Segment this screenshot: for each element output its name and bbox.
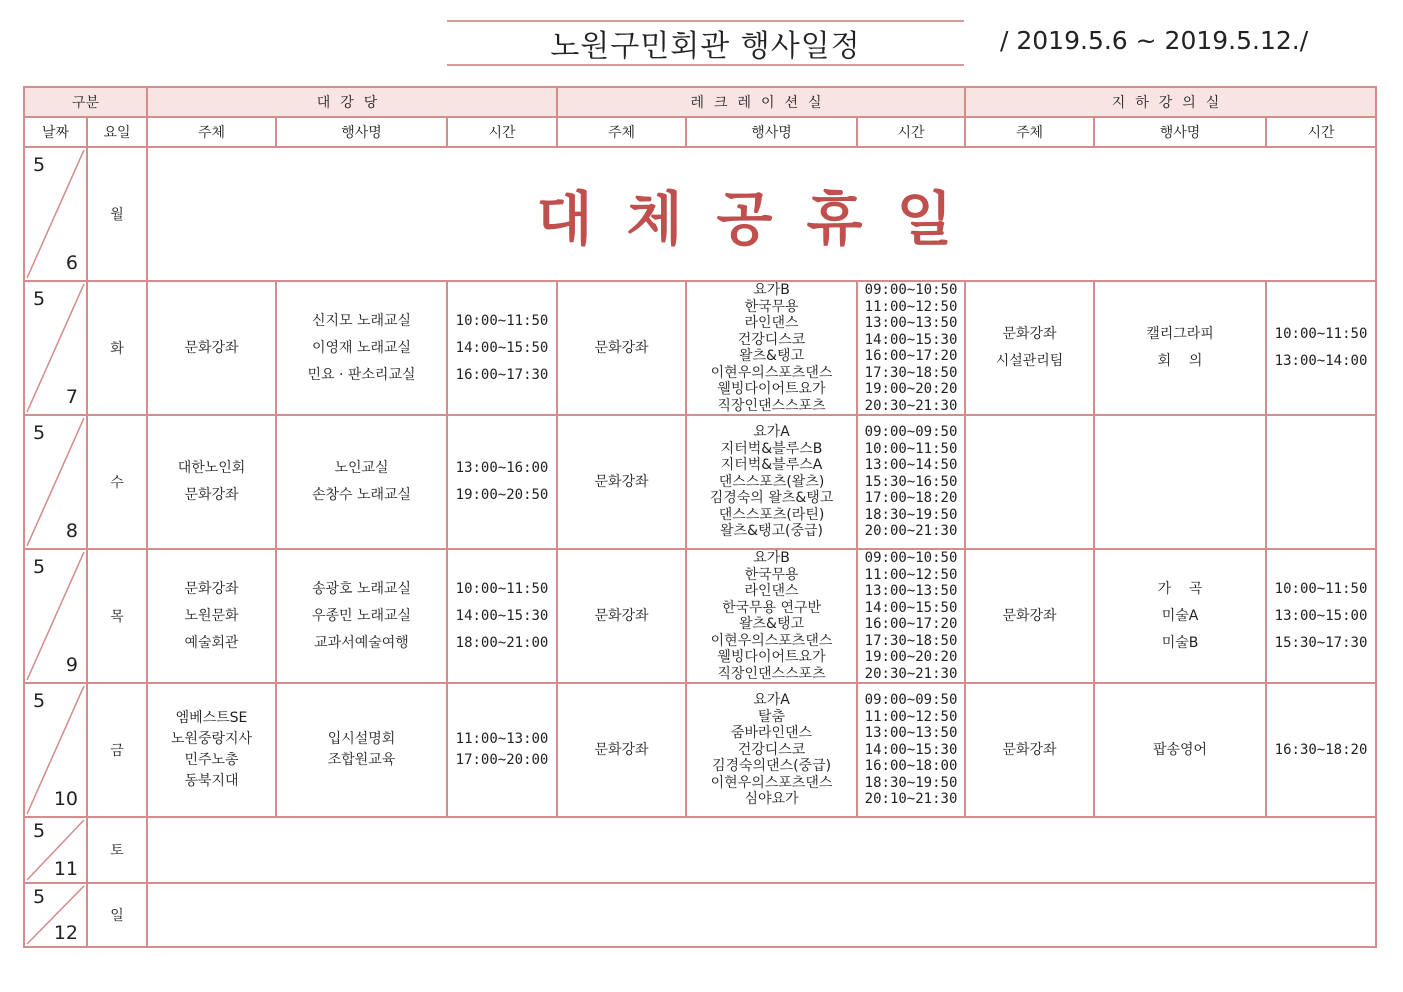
- header-subject: 주체: [557, 117, 686, 147]
- hall1-times: 13:00~16:00 19:00~20:50: [447, 415, 557, 549]
- header-subject: 주체: [147, 117, 276, 147]
- hall3-times: 10:00~11:50 13:00~15:00 15:30~17:30: [1266, 549, 1376, 683]
- hall2-times: 09:00~09:50 11:00~12:50 13:00~13:50 14:00~15:30 16:00~18:00 18:30~19:50 20:10~21:30: [857, 683, 965, 817]
- hall1-subject: 문화강좌 노원문화 예술회관: [147, 549, 276, 683]
- hall3-subject: 문화강좌 시설관리팀: [965, 281, 1094, 415]
- weekday-cell: 토: [87, 817, 147, 883]
- date-cell: 5 10: [24, 683, 87, 817]
- weekday-cell: 일: [87, 883, 147, 947]
- header-date: 날짜: [24, 117, 87, 147]
- hall3-subject: [965, 415, 1094, 549]
- header-row-1: [24, 87, 1376, 117]
- header-time: 시간: [447, 117, 557, 147]
- title-frame: [447, 20, 964, 66]
- hall1-events: 신지모 노래교실 이영재 노래교실 민요 · 판소리교실: [276, 281, 447, 415]
- hall2-subject: 문화강좌: [557, 281, 686, 415]
- hall2-times: 09:00~09:50 10:00~11:50 13:00~14:50 15:30~16:50 17:00~18:20 18:30~19:50 20:00~21:30: [857, 415, 965, 549]
- hall2-times: 09:00~10:50 11:00~12:50 13:00~13:50 14:00~15:30 16:00~17:20 17:30~18:50 19:00~20:20 20:30~21:30: [857, 281, 965, 415]
- header-row-2: [24, 117, 1376, 147]
- date-cell: 5 8: [24, 415, 87, 549]
- weekday-cell: 금: [87, 683, 147, 817]
- header-weekday: 요일: [87, 117, 147, 147]
- weekday-cell: 화: [87, 281, 147, 415]
- header-time: 시간: [1266, 117, 1376, 147]
- header-hall3: 지하강의실: [965, 87, 1376, 117]
- hall3-times: [1266, 415, 1376, 549]
- hall1-events: 송광호 노래교실 우종민 노래교실 교과서예술여행: [276, 549, 447, 683]
- hall3-times: 16:30~18:20: [1266, 683, 1376, 817]
- header-subject: 주체: [965, 117, 1094, 147]
- hall3-events: 팝송영어: [1094, 683, 1266, 817]
- hall2-subject: 문화강좌: [557, 549, 686, 683]
- hall2-subject: 문화강좌: [557, 683, 686, 817]
- date-cell: 5 11: [24, 817, 87, 883]
- table-row: [24, 817, 1376, 883]
- hall3-times: 10:00~11:50 13:00~14:00: [1266, 281, 1376, 415]
- hall2-times: 09:00~10:50 11:00~12:50 13:00~13:50 14:00~15:50 16:00~17:20 17:30~18:50 19:00~20:20 20:30~21:30: [857, 549, 965, 683]
- date-cell: 5 7: [24, 281, 87, 415]
- weekday-cell: 월: [87, 147, 147, 281]
- hall1-subject: 대한노인회 문화강좌: [147, 415, 276, 549]
- hall2-events: 요가B 한국무용 라인댄스 건강디스코 왈츠&탱고 이현우의스포츠댄스 웰빙다이어트요가 직장인댄스스포츠: [686, 281, 857, 415]
- header-time: 시간: [857, 117, 965, 147]
- date-cell: 5 6: [24, 147, 87, 281]
- hall1-times: 10:00~11:50 14:00~15:50 16:00~17:30: [447, 281, 557, 415]
- hall1-times: 10:00~11:50 14:00~15:30 18:00~21:00: [447, 549, 557, 683]
- period-label: / 2019.5.6 ~ 2019.5.12./: [1000, 26, 1309, 55]
- empty-cell: [147, 883, 1376, 947]
- holiday-cell: [147, 147, 1376, 281]
- header-hall1: 대강당: [147, 87, 557, 117]
- hall2-subject: 문화강좌: [557, 415, 686, 549]
- holiday-text: 대체공휴일: [536, 185, 987, 253]
- date-cell: 5 9: [24, 549, 87, 683]
- hall1-events: 노인교실 손창수 노래교실: [276, 415, 447, 549]
- hall2-events: 요가A 탈춤 줌바라인댄스 건강디스코 김경숙의댄스(중급) 이현우의스포츠댄스 심야요가: [686, 683, 857, 817]
- hall3-events: 가 곡 미술A 미술B: [1094, 549, 1266, 683]
- date-cell: 5 12: [24, 883, 87, 947]
- hall2-events: 요가A 지터벅&블루스B 지터벅&블루스A 댄스스포츠(왈츠) 김경숙의 왈츠&탱고 댄스스포츠(라틴) 왈츠&탱고(중급): [686, 415, 857, 549]
- page-title: 노원구민회관 행사일정: [550, 29, 861, 64]
- hall2-events: 요가B 한국무용 라인댄스 한국무용 연구반 왈츠&탱고 이현우의스포츠댄스 웰빙다이어트요가 직장인댄스스포츠: [686, 549, 857, 683]
- hall1-events: 입시설명회 조합원교육: [276, 683, 447, 817]
- hall3-events: 캘리그라피 회 의: [1094, 281, 1266, 415]
- hall3-subject: 문화강좌: [965, 683, 1094, 817]
- header-hall2: 레크레이션실: [557, 87, 965, 117]
- header-event: 행사명: [686, 117, 857, 147]
- table-row: [24, 683, 1376, 817]
- hall3-events: [1094, 415, 1266, 549]
- hall1-subject: 문화강좌: [147, 281, 276, 415]
- hall1-times: 11:00~13:00 17:00~20:00: [447, 683, 557, 817]
- table-row: [24, 415, 1376, 549]
- header-gubun: 구분: [24, 87, 147, 117]
- empty-cell: [147, 817, 1376, 883]
- table-row: [24, 281, 1376, 415]
- table-row: [24, 549, 1376, 683]
- hall1-subject: 엠베스트SE 노원중랑지사 민주노총 동북지대: [147, 683, 276, 817]
- hall3-subject: 문화강좌: [965, 549, 1094, 683]
- table-row: [24, 147, 1376, 281]
- table-row: [24, 883, 1376, 947]
- schedule-table: [23, 86, 1377, 948]
- header-event: 행사명: [1094, 117, 1266, 147]
- weekday-cell: 수: [87, 415, 147, 549]
- weekday-cell: 목: [87, 549, 147, 683]
- header-event: 행사명: [276, 117, 447, 147]
